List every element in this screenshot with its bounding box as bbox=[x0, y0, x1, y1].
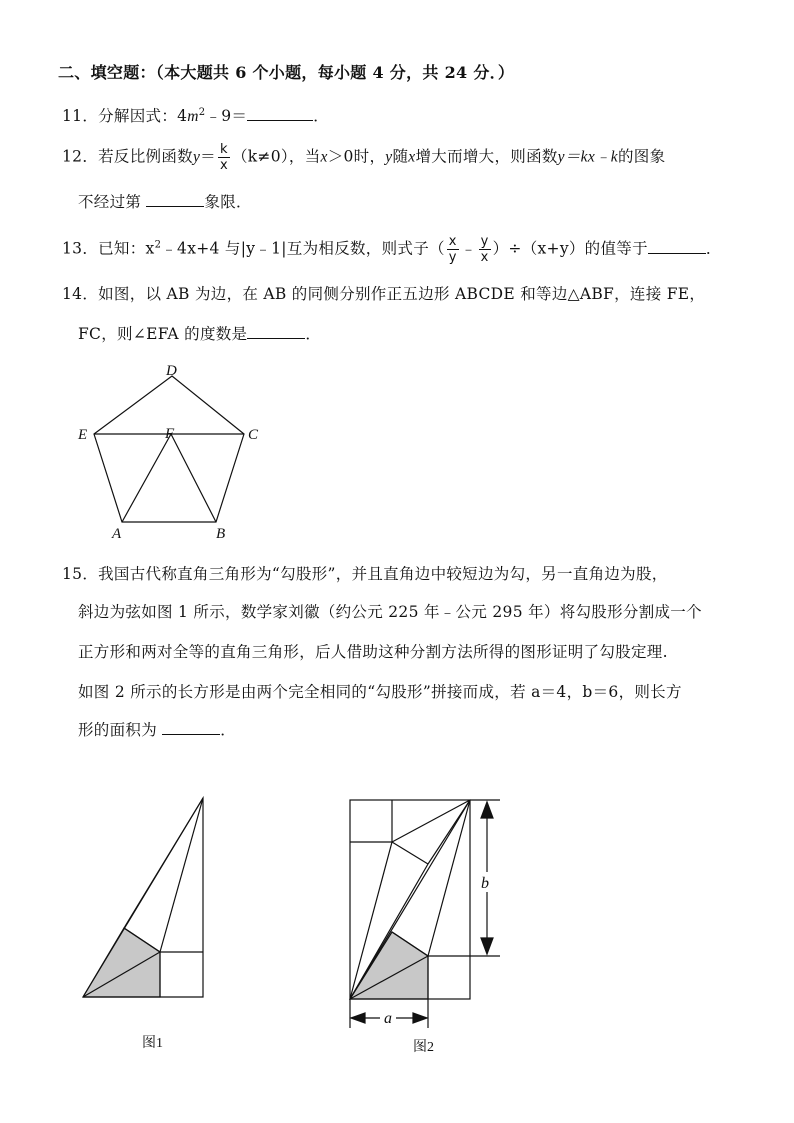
figure-2 bbox=[340, 792, 510, 1042]
answer-blank[interactable] bbox=[247, 106, 313, 121]
question-15-line4: 如图 2 所示的长方形是由两个完全相同的“勾股形”拼接而成，若 a＝4，b＝6，则长方 bbox=[78, 683, 682, 701]
figure-2-caption: 图2 bbox=[413, 1040, 434, 1055]
pentagon-figure bbox=[70, 362, 290, 542]
b-arrowhead-up bbox=[481, 802, 493, 818]
answer-blank[interactable] bbox=[146, 192, 204, 207]
b-arrowhead-down bbox=[481, 938, 493, 954]
label-a: A bbox=[112, 526, 122, 542]
upper-foot bbox=[392, 842, 428, 864]
answer-blank[interactable] bbox=[247, 324, 305, 339]
figure-1 bbox=[76, 794, 206, 1004]
a-arrowhead-left bbox=[351, 1013, 365, 1023]
answer-blank[interactable] bbox=[648, 239, 706, 254]
label-d: D bbox=[166, 363, 177, 379]
label-c: C bbox=[248, 427, 259, 443]
question-15: 15．我国古代称直角三角形为“勾股形”，并且直角边中较短边为勾，另一直角边为股， bbox=[62, 565, 668, 583]
label-b: b bbox=[481, 875, 489, 892]
question-12-line2: 不经过第 象限． bbox=[78, 193, 252, 211]
label-b: B bbox=[216, 526, 226, 542]
figure-1-caption: 图1 bbox=[142, 1036, 163, 1051]
question-15-line2: 斜边为弦如图 1 所示，数学家刘徽（约公元 225 年﹣公元 295 年）将勾股形分割成一个 bbox=[78, 603, 702, 621]
corner-to-apex bbox=[392, 800, 470, 842]
shaded-triangles bbox=[83, 928, 160, 997]
fraction-k-over-x: $\frac{k}{x}$ bbox=[219, 142, 228, 173]
question-15-line5: 形的面积为 ． bbox=[78, 721, 237, 739]
a-arrowhead-right bbox=[413, 1013, 427, 1023]
question-11: 11．分解因式：$4m^2﹣9=$ ． bbox=[62, 106, 330, 125]
question-14: 14．如图，以 AB 为边，在 AB 的同侧分别作正五边形 ABCDE 和等边△ABF，连接 FE， bbox=[62, 285, 706, 303]
inner-to-apex bbox=[428, 800, 470, 956]
question-15-line3: 正方形和两对全等的直角三角形，后人借助这种分割方法所得的图形证明了勾股定理. bbox=[78, 643, 668, 661]
fraction-y-over-x: $\frac{y}{x}$ bbox=[480, 234, 489, 265]
inner-to-apex bbox=[160, 798, 203, 952]
upper-to-apex bbox=[428, 800, 470, 864]
question-13: 13．已知：$x^2﹣4x+4$ 与|y﹣1|互为相反数，则式子（ $\frac{x}{y}$ ﹣ $\frac{y}{x}$ ）÷（x+y）的值等于 ． bbox=[62, 234, 722, 265]
section-header: 二、填空题：（本大题共 6 个小题，每小题 4 分，共 24 分．） bbox=[58, 63, 515, 82]
question-12: 12．若反比例函数y＝ $\frac{k}{x}$ （k≠0），当x＞0时，y随x增大而增大，则函数y＝kx﹣k的图象 bbox=[62, 142, 666, 173]
answer-blank[interactable] bbox=[162, 720, 220, 735]
fraction-x-over-y: $\frac{x}{y}$ bbox=[448, 234, 457, 265]
pentagon-lines bbox=[94, 376, 244, 522]
shaded-triangles bbox=[350, 932, 428, 999]
hyp-segment bbox=[124, 798, 203, 928]
pentagon-abcde bbox=[94, 376, 244, 522]
label-a: a bbox=[384, 1010, 392, 1027]
label-e: E bbox=[78, 427, 88, 443]
question-14-line2: FC，则∠EFA 的度数是 ． bbox=[78, 325, 322, 343]
label-f: F bbox=[165, 426, 175, 442]
triangle-abf bbox=[122, 434, 216, 522]
